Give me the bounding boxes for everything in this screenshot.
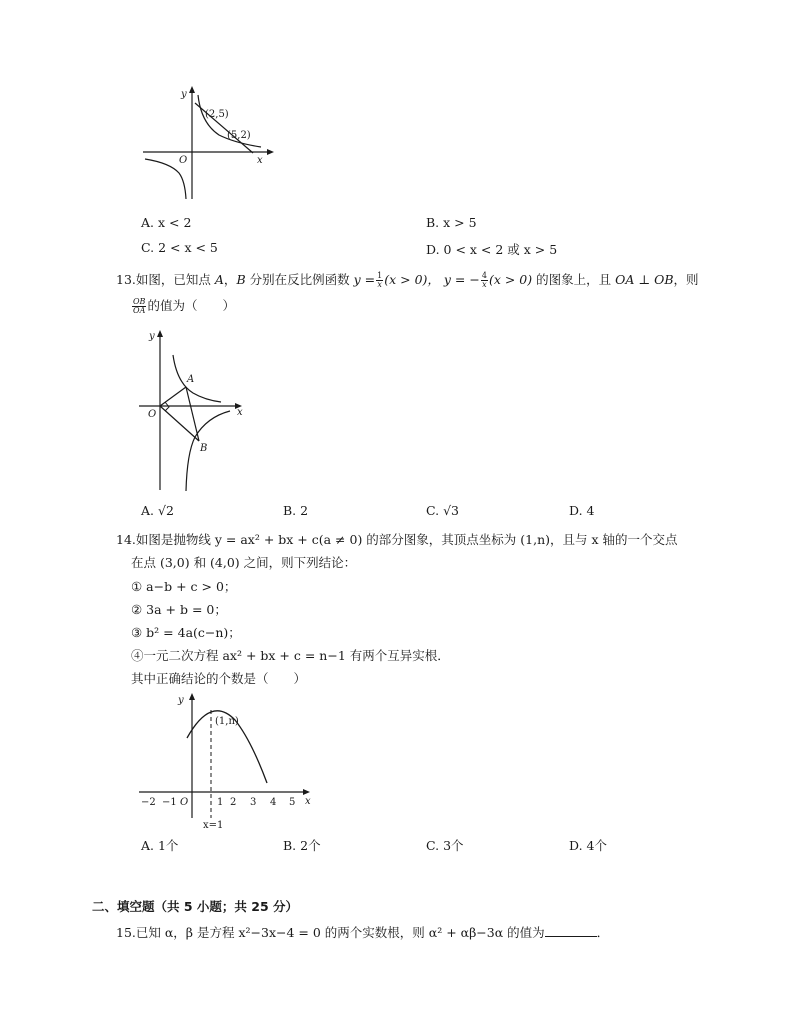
q13-point-b-label: B [200, 443, 208, 454]
q14-number: 14. [116, 532, 136, 547]
q14-question: 其中正确结论的个数是（ ） [131, 671, 307, 686]
q14-y-arrow [189, 693, 195, 700]
q12-point1-label: (2,5) [205, 109, 229, 120]
q13-fraction-1: $\frac{1}{x}$ [377, 271, 383, 289]
q12-x-label: x [257, 155, 263, 166]
q12-option-c[interactable]: C. 2 < x < 5 [141, 240, 218, 255]
q14-tick-label: −2 [141, 797, 156, 808]
q14-stem-line2: 在点 (3,0) 和 (4,0) 之间，则下列结论： [131, 555, 357, 570]
q13-ratio: $\frac{OB}{OA}$ [133, 297, 146, 315]
q13-segment-oa [160, 387, 186, 406]
q14-symmetry-label: x=1 [203, 820, 224, 830]
q14-tick-label: 1 [217, 797, 224, 808]
q13-point-a-label: A [187, 374, 195, 385]
q15-answer-blank[interactable] [545, 924, 597, 937]
q13-curve-upper [173, 355, 221, 402]
q13-stem: 13.如图，已知点 A，B 分别在反比例函数 y = $\frac{1}{x}$ (x > 0)， y = − $\frac{4}{x}$ (x > 0) 的图象上，且 OA ⊥ OB，则 [116, 271, 699, 289]
q12-option-d[interactable]: D. 0 < x < 2 或 x > 5 [426, 242, 558, 257]
q12-y-label: y [181, 89, 187, 100]
q14-option-a[interactable]: A. 1个 [141, 838, 179, 853]
q12-graph [135, 85, 275, 205]
q14-conclusion-1: ① a−b + c > 0； [131, 579, 237, 594]
q13-segment-ob [160, 406, 199, 441]
q14-x-label: x [305, 796, 311, 807]
q12-y-arrow [189, 86, 195, 93]
section-title: 二、填空题（共 5 小题；共 25 分） [92, 899, 299, 914]
q15-number: 15. [116, 925, 136, 940]
q14-tick-label: 3 [250, 797, 257, 808]
q14-tick-label: 5 [289, 797, 296, 808]
q13-option-c[interactable]: C. √3 [426, 503, 459, 518]
q14-option-d[interactable]: D. 4个 [569, 838, 607, 853]
q12-x-arrow [267, 149, 274, 155]
q12-option-a[interactable]: A. x < 2 [141, 215, 192, 230]
q14-conclusion-2: ② 3a + b = 0； [131, 602, 227, 617]
q14-x-arrow [303, 789, 310, 795]
q13-curve-lower [186, 411, 230, 491]
q13-y-label: y [149, 331, 155, 342]
q13-y-arrow [157, 330, 163, 337]
q14-graph [135, 690, 320, 830]
q13-option-d[interactable]: D. 4 [569, 503, 595, 518]
q12-option-b[interactable]: B. x > 5 [426, 215, 477, 230]
q14-vertex-label: (1,n) [215, 716, 239, 727]
q14-tick-label: −1 [162, 797, 177, 808]
q13-option-b[interactable]: B. 2 [283, 503, 309, 518]
q14-y-label: y [178, 695, 184, 706]
q14-tick-label: 4 [270, 797, 277, 808]
q13-origin-label: O [148, 409, 157, 420]
q14-conclusion-4: ④一元二次方程 ax² + bx + c = n−1 有两个互异实根． [131, 648, 450, 663]
q14-option-c[interactable]: C. 3个 [426, 838, 464, 853]
q14-origin-label: O [180, 797, 189, 808]
q13-fraction-2: $\frac{4}{x}$ [481, 271, 487, 289]
q14-tick-label: 2 [230, 797, 237, 808]
q13-stem-line2: $\frac{OB}{OA}$ 的值为（ ） [133, 297, 235, 315]
q14-stem-line1: 14.如图是抛物线 y = ax² + bx + c(a ≠ 0) 的部分图象，其顶点坐标为 (1,n)，且与 x 轴的一个交点 [116, 532, 678, 547]
q14-option-b[interactable]: B. 2个 [283, 838, 321, 853]
q13-x-label: x [237, 407, 243, 418]
q13-graph [135, 325, 250, 495]
q13-option-a[interactable]: A. √2 [141, 503, 174, 518]
q14-conclusion-3: ③ b² = 4a(c−n)； [131, 625, 241, 640]
q12-point2-label: (5,2) [227, 130, 251, 141]
q12-origin-label: O [179, 155, 188, 166]
q15-stem: 15.已知 α，β 是方程 x²−3x−4 = 0 的两个实数根，则 α² + αβ−3α 的值为 ． [116, 925, 610, 940]
q13-number: 13. [116, 272, 136, 287]
